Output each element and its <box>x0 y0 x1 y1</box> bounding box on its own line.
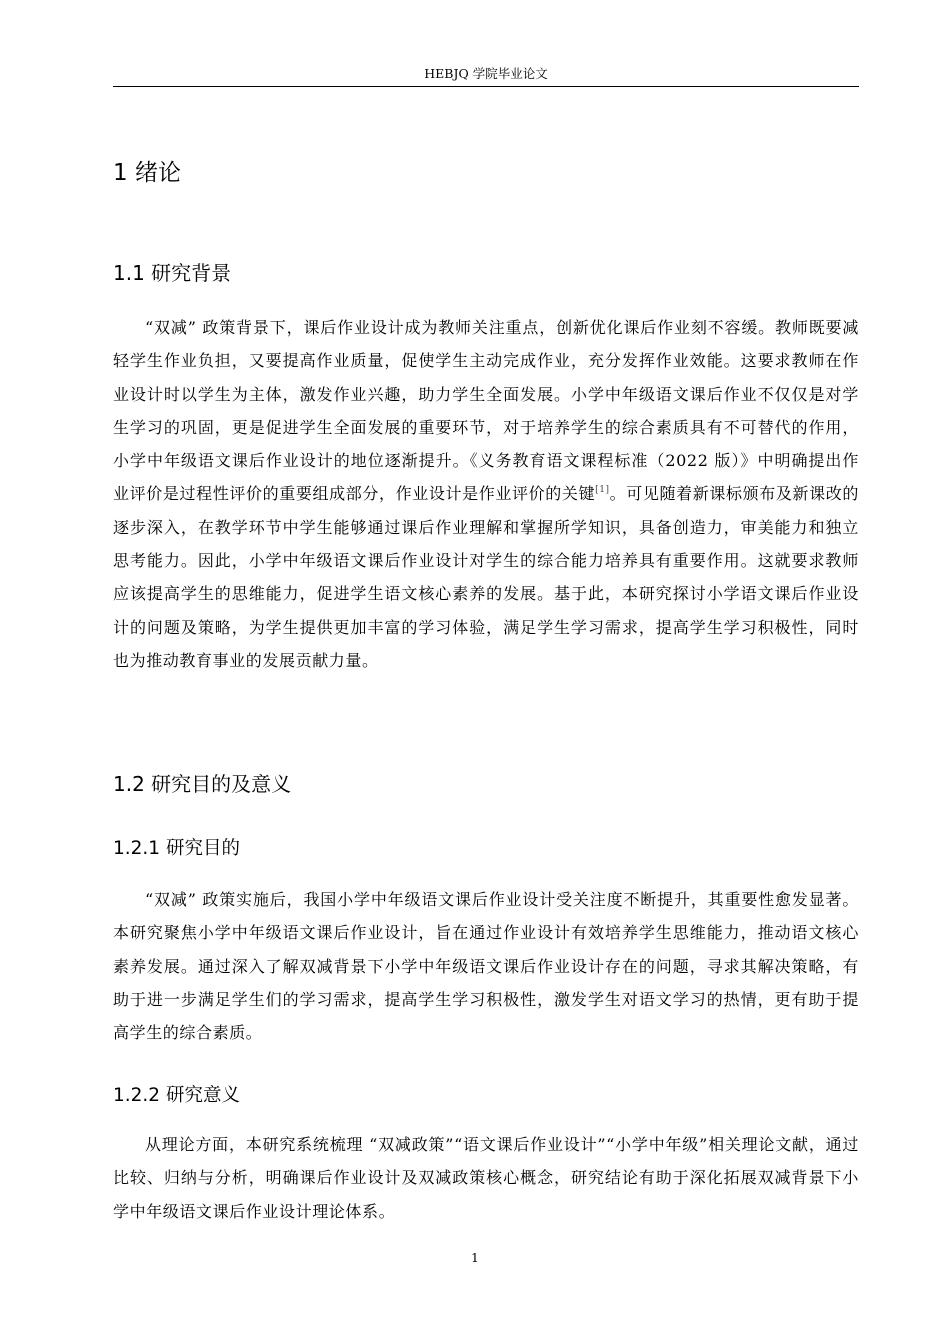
subsection-title-1-2-1: 1.2.1 研究目的 <box>113 838 240 859</box>
paragraph-research-background <box>113 311 859 677</box>
section-title-1-2: 1.2 研究目的及意义 <box>113 772 292 796</box>
citation-marker: [1] <box>595 485 610 496</box>
subsection-title-1-2-2: 1.2.2 研究意义 <box>113 1085 240 1106</box>
section-title-1-1: 1.1 研究背景 <box>113 261 232 285</box>
chapter-title: 1 绪论 <box>113 160 181 186</box>
paragraph-research-significance: 从理论方面，本研究系统梳理 “双减政策”“语文课后作业设计”“小学中年级”相关理论文献，通过比较、归纳与分析，明确课后作业设计及双减政策核心概念，研究结论有助于深化拓展双减背景下小学中年级语文课后作业设计理论体系。 <box>113 1135 859 1221</box>
page-number: 1 <box>471 1251 479 1265</box>
header-rule <box>113 86 859 87</box>
paragraph-research-purpose: “双减” 政策实施后，我国小学中年级语文课后作业设计受关注度不断提升，其重要性愈发显著。本研究聚焦小学中年级语文课后作业设计，旨在通过作业设计有效培养学生思维能力，推动语文核心素养发展。通过深入了解双减背景下小学中年级语文课后作业设计存在的问题，寻求其解决策略，有助于进一步满足学生们的学习需求，提高学生学习积极性，激发学生对语文学习的热情，更有助于提高学生的综合素质。 <box>113 890 859 1043</box>
paragraph-text: 。可见随着新课标颁布及新课改的逐步深入，在教学环节中学生能够通过课后作业理解和掌握所学知识，具备创造力，审美能力和独立思考能力。因此，小学中年级语文课后作业设计对学生的综合能力培养具有重要作用。这就要求教师应该提高学生的思维能力，促进学生语文核心素养的发展。基于此，本研究探讨小学语文课后作业设计的问题及策略，为学生提供更加丰富的学习体验，满足学生学习需求，提高学生学习积极性，同时也为推动教育事业的发展贡献力量。 <box>113 484 859 670</box>
paragraph-text: “双减” 政策背景下，课后作业设计成为教师关注重点，创新优化课后作业刻不容缓。教师既要减轻学生作业负担，又要提高作业质量，促使学生主动完成作业，充分发挥作业效能。这要求教师在作业设计时以学生为主体，激发作业兴趣，助力学生全面发展。小学中年级语文课后作业不仅仅是对学生学习的巩固，更是促进学生全面发展的重要环节，对于培养学生的综合素质具有不可替代的作用，小学中年级语文课后作业设计的地位逐渐提升。《义务教育语文课程标准（2022 版）》中明确提出作业评价是过程性评价的重要组成部分，作业设计是作业评价的关键 <box>113 318 859 504</box>
running-header: HEBJQ 学院毕业论文 <box>424 66 548 81</box>
